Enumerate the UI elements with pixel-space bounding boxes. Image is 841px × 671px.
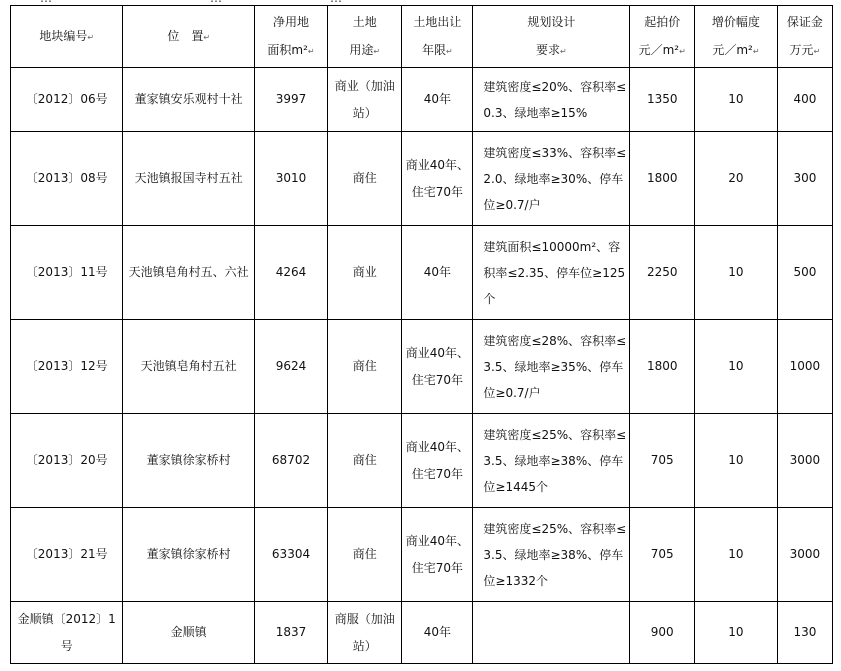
cell-term: 40年 <box>402 68 473 132</box>
cell-increment: 10 <box>695 68 778 132</box>
cell-use: 商业 <box>328 226 402 320</box>
header-term: 土地出让 年限↵ <box>402 6 473 68</box>
table-row <box>11 226 833 320</box>
cell-location: 天池镇皂角村五社 <box>123 320 255 414</box>
cell-deposit: 3000 <box>777 414 832 508</box>
cell-increment: 10 <box>695 508 778 602</box>
cell-deposit: 400 <box>777 68 832 132</box>
cell-use: 商住 <box>328 414 402 508</box>
cell-price: 1800 <box>630 320 695 414</box>
header-requirements: 规划设计 要求↵ <box>473 6 630 68</box>
cell-deposit: 500 <box>777 226 832 320</box>
cell-requirements: 建筑密度≤25%、容积率≤3.5、绿地率≥38%、停车位≥1332个 <box>473 508 630 602</box>
cell-requirements: 建筑面积≤10000m²、容积率≤2.35、停车位≥125个 <box>473 226 630 320</box>
cell-deposit: 130 <box>777 602 832 664</box>
cell-id: 〔2012〕06号 <box>11 68 123 132</box>
land-auction-table <box>10 5 833 664</box>
cell-use: 商住 <box>328 508 402 602</box>
table-row <box>11 320 833 414</box>
cell-location: 天池镇报国寺村五社 <box>123 132 255 226</box>
cell-area: 68702 <box>254 414 327 508</box>
table-row <box>11 414 833 508</box>
header-deposit: 保证金 万元↵ <box>777 6 832 68</box>
cell-requirements: 建筑密度≤33%、容积率≤2.0、绿地率≥30%、停车位≥0.7/户 <box>473 132 630 226</box>
cell-term: 商业40年、住宅70年 <box>402 320 473 414</box>
cell-term: 商业40年、住宅70年 <box>402 508 473 602</box>
cell-area: 9624 <box>254 320 327 414</box>
table-row <box>11 68 833 132</box>
header-increment: 增价幅度 元／m²↵ <box>695 6 778 68</box>
cell-price: 705 <box>630 508 695 602</box>
cell-area: 3010 <box>254 132 327 226</box>
cell-use: 商服（加油站） <box>328 602 402 664</box>
table-row <box>11 132 833 226</box>
cell-deposit: 300 <box>777 132 832 226</box>
cell-location: 董家镇徐家桥村 <box>123 414 255 508</box>
cell-id: 金顺镇〔2012〕1号 <box>11 602 123 664</box>
cell-requirements: 建筑密度≤25%、容积率≤3.5、绿地率≥38%、停车位≥1445个 <box>473 414 630 508</box>
cell-term: 40年 <box>402 602 473 664</box>
header-area: 净用地 面积m²↵ <box>254 6 327 68</box>
cell-requirements <box>473 602 630 664</box>
cell-area: 1837 <box>254 602 327 664</box>
cell-area: 3997 <box>254 68 327 132</box>
cell-id: 〔2013〕20号 <box>11 414 123 508</box>
cell-id: 〔2013〕08号 <box>11 132 123 226</box>
cell-increment: 20 <box>695 132 778 226</box>
table-row <box>11 602 833 664</box>
header-price: 起拍价 元／m²↵ <box>630 6 695 68</box>
cell-price: 705 <box>630 414 695 508</box>
cell-location: 金顺镇 <box>123 602 255 664</box>
cell-deposit: 3000 <box>777 508 832 602</box>
cell-increment: 10 <box>695 320 778 414</box>
cell-increment: 10 <box>695 414 778 508</box>
cell-id: 〔2013〕11号 <box>11 226 123 320</box>
header-use: 土地 用途↵ <box>328 6 402 68</box>
cell-term: 商业40年、住宅70年 <box>402 414 473 508</box>
cell-id: 〔2013〕21号 <box>11 508 123 602</box>
cell-area: 4264 <box>254 226 327 320</box>
header-location: 位 置↵ <box>123 6 255 68</box>
cell-location: 董家镇安乐观村十社 <box>123 68 255 132</box>
table-row <box>11 508 833 602</box>
cell-term: 40年 <box>402 226 473 320</box>
cell-increment: 10 <box>695 226 778 320</box>
cell-price: 1350 <box>630 68 695 132</box>
cell-location: 董家镇徐家桥村 <box>123 508 255 602</box>
cell-requirements: 建筑密度≤28%、容积率≤3.5、绿地率≥35%、停车位≥0.7/户 <box>473 320 630 414</box>
header-id: 地块编号↵ <box>11 6 123 68</box>
cell-price: 1800 <box>630 132 695 226</box>
header-row <box>11 6 833 68</box>
cell-use: 商住 <box>328 132 402 226</box>
cell-price: 2250 <box>630 226 695 320</box>
cell-increment: 10 <box>695 602 778 664</box>
cell-term: 商业40年、住宅70年 <box>402 132 473 226</box>
cell-id: 〔2013〕12号 <box>11 320 123 414</box>
cell-price: 900 <box>630 602 695 664</box>
cell-requirements: 建筑密度≤20%、容积率≤0.3、绿地率≥15% <box>473 68 630 132</box>
cell-location: 天池镇皂角村五、六社 <box>123 226 255 320</box>
cell-deposit: 1000 <box>777 320 832 414</box>
cell-use: 商住 <box>328 320 402 414</box>
cell-area: 63304 <box>254 508 327 602</box>
cell-use: 商业（加油站） <box>328 68 402 132</box>
